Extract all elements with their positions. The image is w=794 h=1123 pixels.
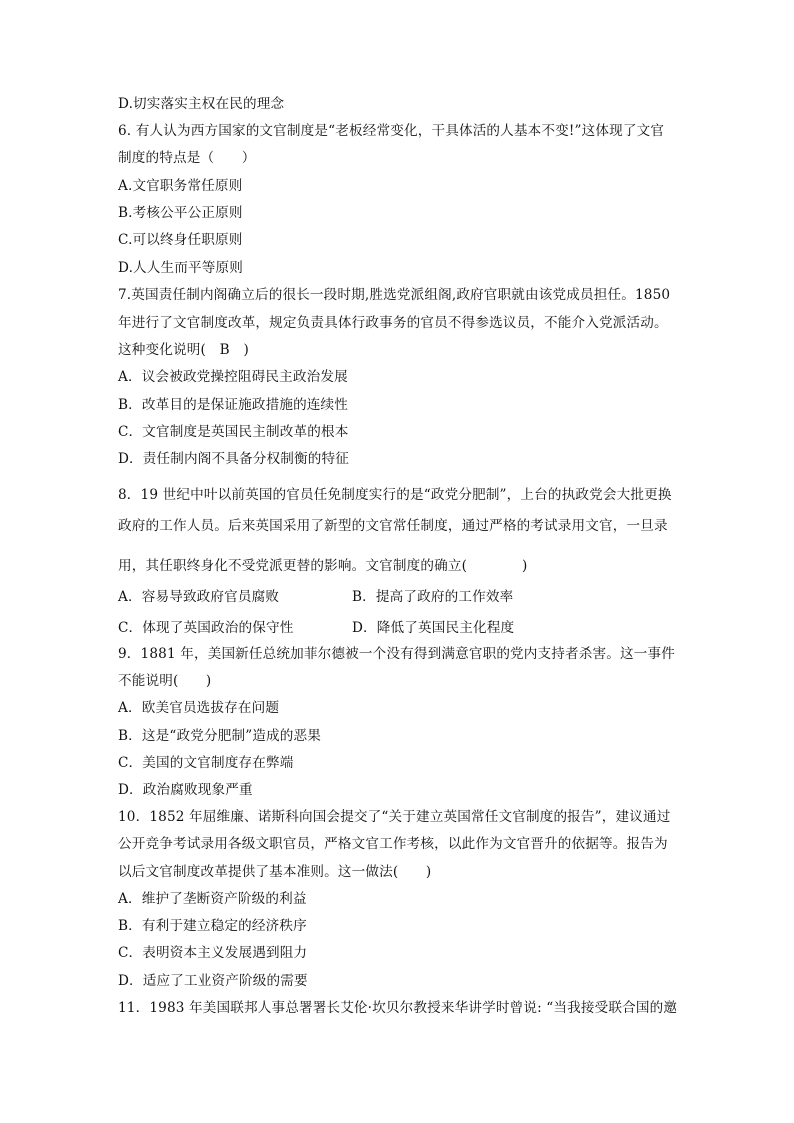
q6-option-c: C.可以终身任职原则 [118, 232, 243, 248]
q8-stem-line-3: 用，其任职终身化不受党派更替的影响。文官制度的确立( ) [118, 558, 528, 574]
q6-stem-line-1: 6. 有人认为西方国家的文官制度是“老板经常变化，干具体活的人基本不变!”这体现了文官 [118, 123, 665, 139]
q7-option-d: D．责任制内阁不具备分权制衡的特征 [118, 451, 349, 467]
q7-stem-line-2: 年进行了文官制度改革，规定负责具体行政事务的官员不得参选议员，不能介入党派活动。 [118, 315, 668, 331]
q6-option-b: B.考核公平公正原则 [118, 205, 243, 221]
q8-option-c: C．体现了英国政治的保守性 [118, 620, 294, 636]
q7-stem-line-1: 7.英国责任制内阁确立后的很长一段时期,胜选党派组阁,政府官职就由该党成员担任。1850 [118, 287, 671, 303]
q8-stem-line-1: 8．19 世纪中叶以前英国的官员任免制度实行的是“政党分肥制”，上台的执政党会大批更换 [118, 487, 672, 503]
q6-option-d: D.人人生而平等原则 [118, 260, 243, 276]
q6-stem-line-2: 制度的特点是（ ） [118, 150, 256, 166]
q7-option-b: B．改革目的是保证施政措施的连续性 [118, 397, 349, 413]
q9-stem-line-2: 不能说明( ) [118, 673, 212, 689]
q9-option-b: B．这是“政党分肥制”造成的恶果 [118, 728, 322, 744]
q10-stem-line-1: 10．1852 年屈维廉、诺斯科向国会提交了“关于建立英国常任文官制度的报告”，建议通过 [118, 809, 671, 825]
q11-stem-line-1: 11．1983 年美国联邦人事总署署长艾伦·坎贝尔教授来华讲学时曾说: “当我接受联合国的邀 [118, 1000, 678, 1016]
q10-stem-line-2: 公开竞争考试录用各级文职官员，严格文官工作考核，以此作为文官晋升的依据等。报告为 [118, 836, 668, 852]
q6-option-a: A.文官职务常任原则 [118, 178, 243, 194]
q5-option-d: D.切实落实主权在民的理念 [118, 96, 285, 112]
q7-option-c: C．文官制度是英国民主制改革的根本 [118, 424, 349, 440]
q8-option-b: B．提高了政府的工作效率 [352, 589, 514, 605]
q10-option-d: D．适应了工业资产阶级的需要 [118, 973, 308, 989]
q10-stem-line-3: 以后文官制度改革提供了基本准则。这一做法( ) [118, 864, 432, 880]
q9-option-d: D．政治腐败现象严重 [118, 782, 253, 798]
q8-stem-line-2: 政府的工作人员。后来英国采用了新型的文官常任制度，通过严格的考试录用文官，一旦录 [118, 518, 668, 534]
q7-stem-line-3: 这种变化说明( B ) [118, 342, 249, 358]
q7-option-a: A．议会被政党操控阻碍民主政治发展 [118, 369, 348, 385]
q8-option-a: A．容易导致政府官员腐败 [118, 589, 280, 605]
q9-stem-line-1: 9．1881 年，美国新任总统加菲尔德被一个没有得到满意官职的党内支持者杀害。这一事件 [118, 646, 675, 662]
q10-option-c: C．表明资本主义发展遇到阻力 [118, 945, 308, 961]
q9-option-a: A．欧美官员选拔存在问题 [118, 700, 280, 716]
q9-option-c: C．美国的文官制度存在弊端 [118, 755, 294, 771]
q10-option-a: A．维护了垄断资产阶级的利益 [118, 891, 307, 907]
q8-option-d: D．降低了英国民主化程度 [352, 620, 515, 636]
q10-option-b: B．有利于建立稳定的经济秩序 [118, 918, 307, 934]
